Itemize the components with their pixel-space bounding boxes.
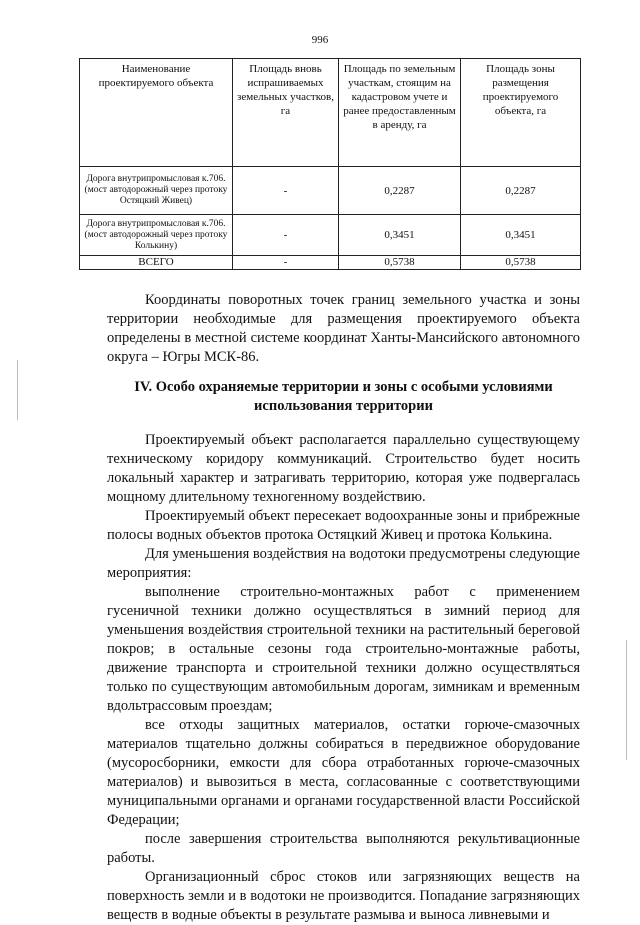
land-area-table (79, 58, 581, 270)
header-object-name: Наименование проектируемого объекта (80, 59, 233, 167)
body-paragraph: Проектируемый объект располагается параллельно существующему техническому коридору коммуникаций. Строительство будет носить локальный характер и затрагивать территорию, которая уже подвергалась мощному длительному техногенному воздействию. (107, 432, 580, 505)
table-cell: - (233, 256, 339, 270)
header-new-area: Площадь вновь испрашиваемых земельных участков, га (233, 59, 339, 167)
body-paragraph: все отходы защитных материалов, остатки горюче-смазочных материалов тщательно должны собираться в передвижное оборудование (мусоросборники, емкости для сбора отработанных горюче-смазочных материалов) и вывозиться в места, согласованные с соответствующими муниципальными органами и органами государственной власти Российской Федерации; (107, 717, 580, 828)
table-cell: ВСЕГО (80, 256, 233, 270)
body-paragraph: Проектируемый объект пересекает водоохранные зоны и прибрежные полосы водных объектов протока Остяцкий Живец и протока Колькина. (107, 508, 580, 543)
scan-margin-mark (17, 360, 18, 420)
table-row (80, 167, 581, 215)
coordinates-paragraph: Координаты поворотных точек границ земельного участка и зоны территории необходимые для размещения проектируемого объекта определены в местной системе координат Ханты-Мансийского автономного округа – Югры МСК-86. (107, 292, 580, 365)
table-cell: 0,5738 (339, 256, 461, 270)
section-body (107, 431, 580, 925)
section-heading: IV. Особо охраняемые территории и зоны с особыми условиями использования территории (134, 379, 553, 414)
table-total-row (80, 256, 581, 270)
table-cell: 0,2287 (461, 167, 581, 215)
header-zone-area: Площадь зоны размещения проектируемого объекта, га (461, 59, 581, 167)
header-cadastral-area: Площадь по земельным участкам, стоящим на кадастровом учете и ранее предоставленным в аренду, га (339, 59, 461, 167)
body-paragraph: выполнение строительно-монтажных работ с применением гусеничной техники должно осуществляться в зимний период для уменьшения воздействия строительной техники на растительный береговой покров; в остальные сезоны года строительно-монтажные работы, движение транспорта и строительной техники должно осуществляться только по существующим автомобильным дорогам, зимникам и временным вдольтрассовым проездам; (107, 584, 580, 714)
scan-margin-mark (626, 640, 627, 760)
body-paragraph: Организационный сброс стоков или загрязняющих веществ на поверхность земли и в водотоки не производится. Попадание загрязняющих веществ в водные объекты в результате размыва и выноса ливневыми и (107, 869, 580, 923)
table-row (80, 215, 581, 256)
table-cell: - (233, 215, 339, 256)
table-header-row (80, 59, 581, 167)
table-cell: - (233, 167, 339, 215)
table-cell: 0,5738 (461, 256, 581, 270)
body-paragraph: после завершения строительства выполняются рекультивационные работы. (107, 831, 580, 866)
body-paragraph: Для уменьшения воздействия на водотоки предусмотрены следующие мероприятия: (107, 546, 580, 581)
table-cell: 0,2287 (339, 167, 461, 215)
coordinates-block (107, 291, 580, 367)
table-cell: Дорога внутрипромысловая к.706. (мост автодорожный через протоку Остяцкий Живец) (80, 167, 233, 215)
table-cell: 0,3451 (461, 215, 581, 256)
table-cell: Дорога внутрипромысловая к.706. (мост автодорожный через протоку Колькину) (80, 215, 233, 256)
table-cell: 0,3451 (339, 215, 461, 256)
page-number: 996 (311, 34, 329, 46)
